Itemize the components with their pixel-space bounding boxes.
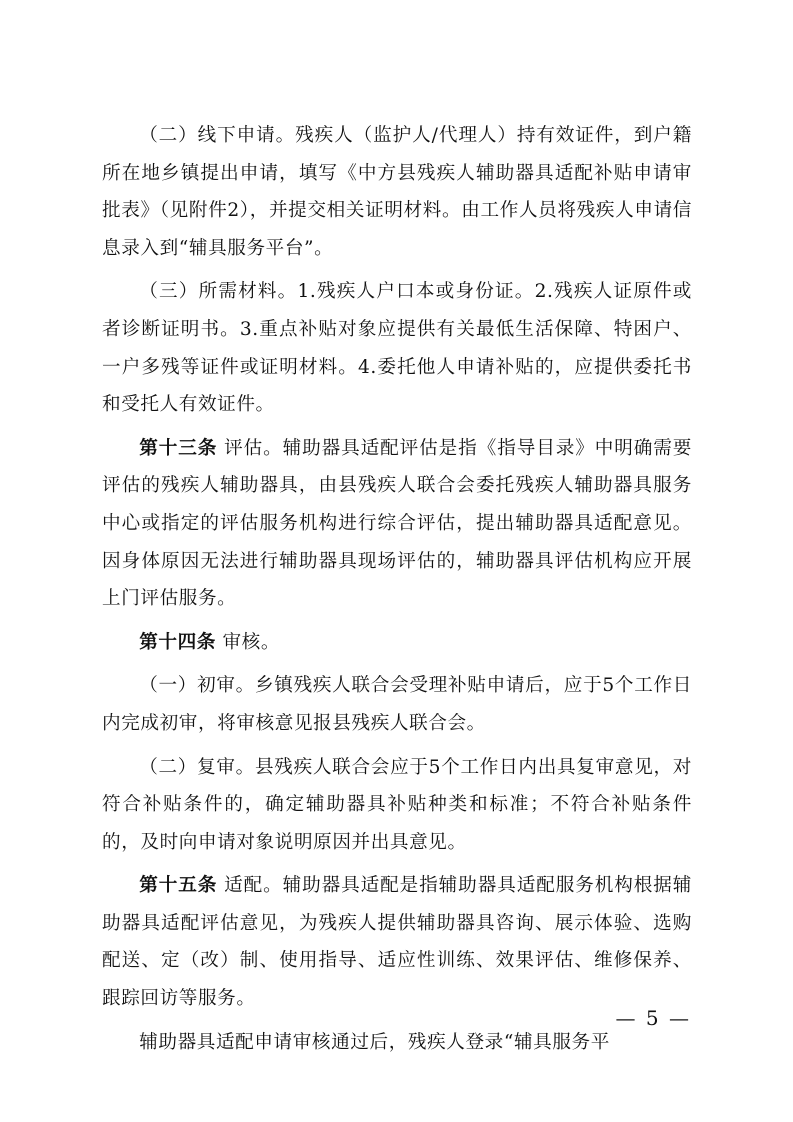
paragraph-fitting-continued — [102, 1024, 692, 1062]
paragraph-text: 审核。 — [222, 631, 281, 653]
article-number: 第十五条 — [139, 875, 218, 897]
paragraph-required-materials — [102, 273, 692, 423]
paragraph-article-13 — [102, 430, 692, 618]
page-number: — 5 — — [615, 1006, 691, 1030]
paragraph-article-15 — [102, 867, 692, 1017]
paragraph-initial-review — [102, 667, 692, 742]
document-body — [102, 117, 692, 1067]
paragraph-text: 适配。辅助器具适配是指辅助器具适配服务机构根据辅助器具适配评估意见，为残疾人提供辅助器具咨询、展示体验、选购配送、定（改）制、使用指导、适应性训练、效果评估、维修保养、跟踪回访等服务。 — [102, 875, 692, 1010]
paragraph-text: （二）线下申请。残疾人（监护人/代理人）持有效证件，到户籍所在地乡镇提出申请，填写《中方县残疾人辅助器具适配补贴申请审批表》（见附件2），并提交相关证明材料。由工作人员将残疾人申请信息录入到“辅具服务平台”。 — [102, 125, 692, 259]
article-number: 第十四条 — [139, 631, 216, 653]
article-number: 第十三条 — [139, 437, 218, 459]
paragraph-article-14 — [102, 624, 692, 662]
paragraph-second-review — [102, 749, 692, 862]
paragraph-text: 评估。辅助器具适配评估是指《指导目录》中明确需要评估的残疾人辅助器具，由县残疾人联合会委托残疾人辅助器具服务中心或指定的评估服务机构进行综合评估，提出辅助器具适配意见。因身体原因无法进行辅助器具现场评估的，辅助器具评估机构应开展上门评估服务。 — [102, 437, 692, 610]
paragraph-text: （一）初审。乡镇残疾人联合会受理补贴申请后，应于5个工作日内完成初审，将审核意见报县残疾人联合会。 — [102, 675, 692, 734]
paragraph-offline-application — [102, 117, 692, 267]
paragraph-text: （三）所需材料。1.残疾人户口本或身份证。2.残疾人证原件或者诊断证明书。3.重点补贴对象应提供有关最低生活保障、特困户、一户多残等证件或证明材料。4.委托他人申请补贴的，应提供委托书和受托人有效证件。 — [102, 281, 692, 416]
paragraph-text: （二）复审。县残疾人联合会应于5个工作日内出具复审意见，对符合补贴条件的，确定辅助器具补贴种类和标准；不符合补贴条件的，及时向申请对象说明原因并出具意见。 — [102, 756, 692, 853]
paragraph-text: 辅助器具适配申请审核通过后，残疾人登录“辅具服务平 — [139, 1031, 610, 1053]
